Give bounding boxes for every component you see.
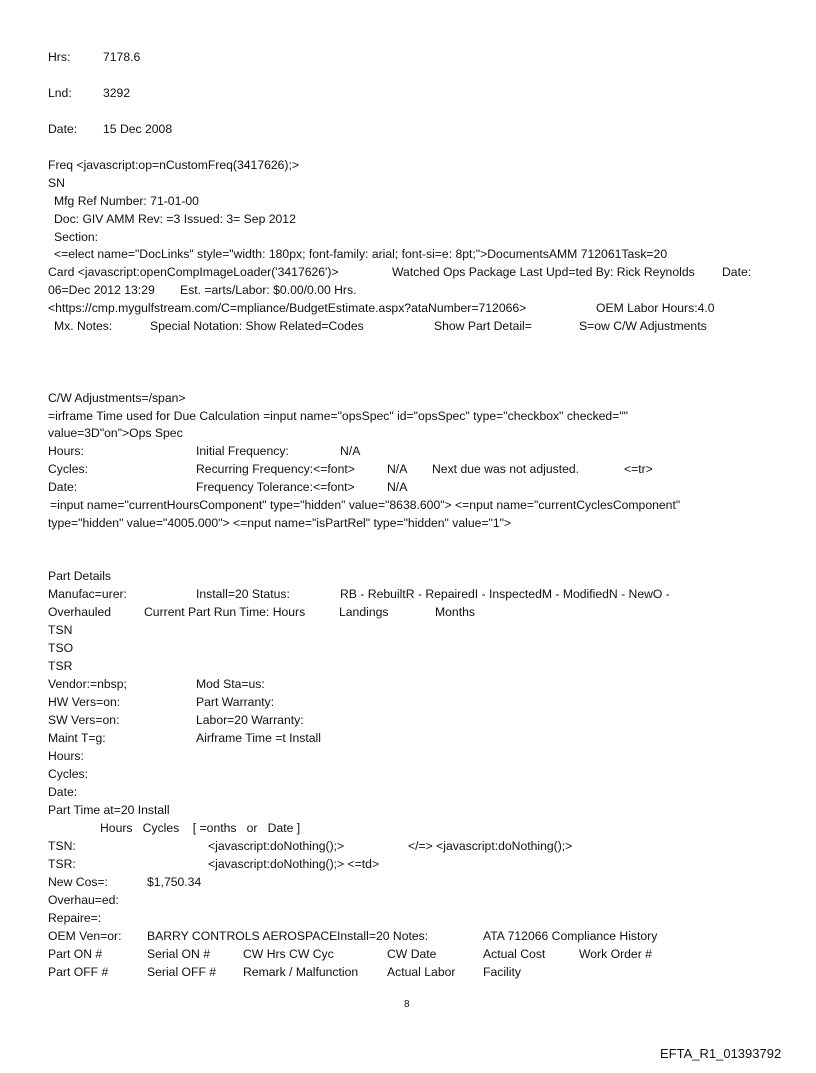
mfg-ref-number: Mfg Ref Number: 71-01-00 — [54, 194, 199, 208]
next-due-note: Next due was not adjusted. — [432, 462, 580, 476]
install-status-label: Install=20 Status: — [196, 587, 290, 601]
tsn-js-link-2: </=> <javascript:doNothing();> — [408, 839, 573, 853]
sw-version-label: SW Vers=on: — [48, 713, 120, 727]
lnd-label: Lnd: — [48, 86, 72, 100]
show-cw-adjustments: S=ow C/W Adjustments — [579, 319, 707, 333]
doc-line: Doc: GIV AMM Rev: =3 Issued: 3= Sep 2012 — [54, 212, 296, 226]
budget-url: <https://cmp.mygulfstream.com/C=mpliance/BudgetEstimate.aspx?ataNumber=712066> — [48, 301, 527, 315]
ops-spec-value: value=3D"on">Ops Spec — [48, 426, 183, 440]
hrs-value: 7178.6 — [103, 50, 141, 64]
hidden-inputs-line-1: =input name="currentHoursComponent" type="hidden" value="8638.600"> <=nput name="currentCyclesComponent" — [50, 498, 681, 512]
initial-frequency-label: Initial Frequency: — [196, 444, 289, 458]
landings-label: Landings — [339, 605, 389, 619]
tr-tag: <=tr> — [624, 462, 653, 476]
tsr-row-label: TSR — [48, 659, 73, 673]
page-number: 8 — [404, 999, 410, 1010]
remark-header: Remark / Malfunction — [243, 965, 359, 979]
manufacturer-label: Manufac=urer: — [48, 587, 127, 601]
hw-version-label: HW Vers=on: — [48, 695, 121, 709]
upd-date: 06=Dec 2012 13:29 — [48, 283, 155, 297]
cw-date-label: Date: — [48, 480, 78, 494]
watched-ops-package: Watched Ops Package Last Upd=ted By: Rick Reynolds — [392, 265, 695, 279]
frequency-tolerance-label: Frequency Tolerance:<=font> — [196, 480, 355, 494]
tsr-js-link: <javascript:doNothing();> <=td> — [208, 857, 380, 871]
date-value: 15 Dec 2008 — [103, 122, 173, 136]
cw-hours-label: Hours: — [48, 444, 84, 458]
part-hours-label: Hours: — [48, 749, 84, 763]
bates-number: EFTA_R1_01393792 — [660, 1046, 782, 1061]
ata-compliance-history: ATA 712066 Compliance History — [483, 929, 658, 943]
hidden-inputs-line-2: type="hidden" value="4005.000"> <=nput name="isPartRel" type="hidden" value="1"> — [48, 516, 512, 530]
vendor-label: Vendor:=nbsp; — [48, 677, 127, 691]
hours-cycles-header: Hours Cycles [ =onths or Date ] — [100, 821, 301, 835]
part-off-header: Part OFF # — [48, 965, 109, 979]
part-time-install: Part Time at=20 Install — [48, 803, 170, 817]
upd-date-label: Date: — [722, 265, 752, 279]
tsn-label: TSN: — [48, 839, 76, 853]
card-text: Card <javascript:openCompImageLoader('3417626')> — [48, 265, 339, 279]
mod-status-label: Mod Sta=us: — [196, 677, 265, 691]
airframe-time-install: Airframe Time =t Install — [196, 731, 321, 745]
mx-notes: Mx. Notes: — [54, 319, 113, 333]
show-part-detail: Show Part Detail= — [434, 319, 532, 333]
actual-cost-header: Actual Cost — [483, 947, 546, 961]
overhauled-label: Overhau=ed: — [48, 893, 119, 907]
freq-line: Freq <javascript:op=nCustomFreq(3417626);> — [48, 158, 299, 172]
serial-on-header: Serial ON # — [147, 947, 210, 961]
iframe-line: =irframe Time used for Due Calculation =input name="opsSpec" id="opsSpec" type="checkbox" checked="" — [48, 409, 628, 423]
hrs-label: Hrs: — [48, 50, 71, 64]
sn-label: SN — [48, 176, 65, 190]
special-notation: Special Notation: Show Related=Codes — [150, 319, 364, 333]
frequency-tolerance-value: N/A — [387, 480, 408, 494]
date-label: Date: — [48, 122, 78, 136]
part-date-label: Date: — [48, 785, 78, 799]
current-part-run-time: Current Part Run Time: Hours — [144, 605, 306, 619]
doclinks-select-line: <=elect name="DocLinks" style="width: 180px; font-family: arial; font-si=e: 8pt;">DocumentsAMM 712061Task=20 — [54, 247, 668, 261]
tsr-label: TSR: — [48, 857, 76, 871]
tsn-js-link: <javascript:doNothing();> — [208, 839, 345, 853]
labor-warranty-label: Labor=20 Warranty: — [196, 713, 304, 727]
initial-frequency-value: N/A — [340, 444, 361, 458]
serial-off-header: Serial OFF # — [147, 965, 217, 979]
recurring-frequency-label: Recurring Frequency:<=font> — [196, 462, 355, 476]
estimate-line: Est. =arts/Labor: $0.00/0.00 Hrs. — [180, 283, 357, 297]
new-cost-value: $1,750.34 — [147, 875, 202, 889]
cw-adjustments: C/W Adjustments=/span> — [48, 391, 186, 405]
status-codes: RB - RebuiltR - RepairedI - InspectedM - ModifiedN - NewO - — [340, 587, 670, 601]
part-on-header: Part ON # — [48, 947, 103, 961]
actual-labor-header: Actual Labor — [387, 965, 456, 979]
recurring-frequency-value: N/A — [387, 462, 408, 476]
maint-tag-label: Maint T=g: — [48, 731, 106, 745]
install-notes-label: Install=20 Notes: — [337, 929, 429, 943]
facility-header: Facility — [483, 965, 521, 979]
cw-date-header: CW Date — [387, 947, 437, 961]
work-order-header: Work Order # — [579, 947, 652, 961]
cw-cycles-label: Cycles: — [48, 462, 88, 476]
part-details-heading: Part Details — [48, 569, 111, 583]
part-warranty-label: Part Warranty: — [196, 695, 275, 709]
new-cost-label: New Cos=: — [48, 875, 108, 889]
months-label: Months — [435, 605, 475, 619]
tsn-row-label: TSN — [48, 623, 73, 637]
tso-row-label: TSO — [48, 641, 74, 655]
oem-labor-hours: OEM Labor Hours:4.0 — [596, 301, 715, 315]
part-cycles-label: Cycles: — [48, 767, 88, 781]
section-label: Section: — [54, 230, 99, 244]
overhauled-code: Overhauled — [48, 605, 112, 619]
cw-hrs-cyc-header: CW Hrs CW Cyc — [243, 947, 334, 961]
repaired-label: Repaire=: — [48, 911, 102, 925]
lnd-value: 3292 — [103, 86, 131, 100]
oem-vendor-value: BARRY CONTROLS AEROSPACE — [147, 929, 338, 943]
oem-vendor-label: OEM Ven=or: — [48, 929, 122, 943]
